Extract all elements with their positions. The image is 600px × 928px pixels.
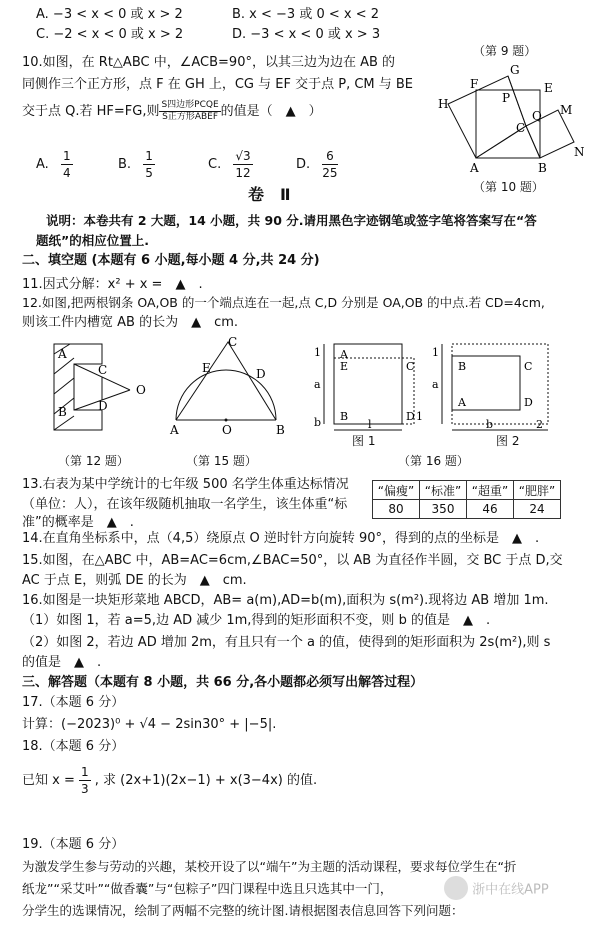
fig16-1-label-e: E <box>340 360 349 373</box>
fig15-triangle-abc <box>176 342 276 420</box>
fig16-2-dim-2: 2 <box>536 418 543 431</box>
q17-body: 计算：(−2023)⁰ + √4 − 2sin30° + |−5|. <box>22 717 277 732</box>
fig15-caption: （第 15 题） <box>186 454 257 468</box>
section3-title: 三、解答题（本题有 8 小题，共 66 分,各小题都必须写出解答过程） <box>22 675 424 690</box>
table-cell: 46 <box>467 500 514 519</box>
fig12-label-b: B <box>58 405 67 419</box>
fig16-1-dim-b: b <box>314 416 322 429</box>
fig10-label-f: F <box>470 77 479 91</box>
q10-option-b-label: B. <box>118 157 132 172</box>
q10-ratio-den: S正方形ABEF <box>162 112 219 122</box>
q12-line2: 则该工件内槽宽 AB 的长为 ▲ cm. <box>22 315 239 330</box>
fig16-1-label-d: D <box>406 410 415 423</box>
q10-option-a-den: 4 <box>62 166 71 180</box>
q18-pre: 已知 x = <box>22 773 75 788</box>
q19-line1: 为激发学生参与劳动的兴趣，某校开设了以“端午”为主题的活动课程，要求每位学生在“折 <box>22 859 517 874</box>
fig15-label-d: D <box>256 367 266 381</box>
fig10-label-p: P <box>502 91 511 105</box>
instructions-line2: 题纸”的相应位置上. <box>36 233 149 248</box>
q10-ratio-num: S四边形PCQE <box>161 100 219 110</box>
q10-option-a <box>36 148 73 181</box>
q10-option-d-den: 25 <box>322 166 338 180</box>
fig15-label-c: C <box>228 335 238 349</box>
fig10-triangle-abc <box>476 126 540 158</box>
q16-line4: 的值是 ▲ . <box>22 655 102 670</box>
fig16-1-label-c: C <box>406 360 415 373</box>
fig16-2-dim-a: a <box>432 378 439 391</box>
watermark-logo-icon <box>444 876 468 900</box>
q18-num: 1 <box>81 765 89 779</box>
fig10-line-cg <box>508 76 526 126</box>
fig16-fig2-label: 图 2 <box>496 434 520 448</box>
fig10-label-c: C <box>516 121 526 135</box>
table-header-cell: “标准” <box>420 481 467 500</box>
fig10-square-ac <box>448 76 526 158</box>
q10-option-b-num: 1 <box>145 149 153 163</box>
fig10-label-b: B <box>538 161 547 175</box>
fig15-label-o: O <box>222 423 232 437</box>
fig10-label-a: A <box>470 161 479 175</box>
table-cell: 24 <box>514 500 561 519</box>
fig16-2-label-a: A <box>458 396 466 409</box>
q14: 14.在直角坐标系中，点（4,5）绕原点 O 逆时针方向旋转 90°，得到的点的坐标是 ▲ . <box>22 531 540 546</box>
watermark <box>444 876 594 906</box>
fig15-label-a: A <box>170 423 179 437</box>
fig16-2-dim-b: b <box>486 418 494 431</box>
fig15-label-b: B <box>276 423 285 437</box>
q13-line2: （单位：人），在该年级随机抽取一名学生，该生体重“标 <box>22 497 348 512</box>
q10-option-a-label: A. <box>36 157 49 172</box>
fig10-label-g: G <box>510 63 520 77</box>
q10-option-c-num: √3 <box>235 149 251 163</box>
q18-fraction <box>79 764 91 797</box>
q15-line2: AC 于点 E，则弧 DE 的长为 ▲ cm. <box>22 573 247 588</box>
fig16-1-dim-1: 1 <box>314 346 321 359</box>
fig16-1-dim-l: l <box>368 418 372 431</box>
q10-option-c <box>208 148 253 181</box>
instructions-line1: 说明：本卷共有 2 大题，14 小题，共 90 分.请用黑色字迹钢笔或签字笔将答案写在“答 <box>46 213 537 228</box>
fig12-label-o: O <box>136 383 146 397</box>
fig16-2-label-b: B <box>458 360 467 373</box>
fig16-diagram-2 <box>430 336 570 436</box>
q19-line3: 分学生的选课情况，绘制了两幅不完整的统计图.请根据图表信息回答下列问题： <box>22 903 464 918</box>
table-header-cell: “超重” <box>467 481 514 500</box>
q18-body <box>22 764 317 797</box>
q10-line2: 同侧作三个正方形，点 F 在 GH 上，CG 与 EF 交于点 P, CM 与 BE <box>22 77 414 92</box>
q10-option-d-label: D. <box>296 157 311 172</box>
q16-line2: （1）如图 1，若 a=5,边 AD 减少 1m,得到的矩形面积不变，则 b 的值是 ▲ . <box>22 613 491 628</box>
section2-title: 二、填空题 (本题有 6 小题,每小题 4 分,共 24 分) <box>22 253 320 268</box>
table-header-row <box>373 481 561 500</box>
fig16-2-dim-1: 1 <box>432 346 439 359</box>
q10-option-c-label: C. <box>208 157 222 172</box>
table-row <box>373 500 561 519</box>
fig15-diagram <box>166 334 296 438</box>
fig16-1-label-a: A <box>340 348 348 361</box>
q10-line3 <box>22 100 322 123</box>
q9-option-c: C. −2 < x < 0 或 x > 2 <box>36 27 184 42</box>
q13-line1: 13.右表为某中学统计的七年级 500 名学生体重达标情况 <box>22 477 349 492</box>
q10-option-a-frac <box>61 148 73 181</box>
table-cell: 350 <box>420 500 467 519</box>
q10-option-d-frac <box>322 148 337 181</box>
q10-option-d-num: 6 <box>322 148 337 165</box>
watermark-text: 浙中在线APP <box>472 882 549 898</box>
q10-line3-pre: 交于点 Q.若 HF=FG,则 <box>22 104 160 119</box>
q16-line3: （2）如图 2，若边 AD 增加 2m，有且只有一个 a 的值，使得到的矩形面积为 2s(m²),则 s <box>22 635 551 650</box>
table-cell: 80 <box>373 500 420 519</box>
q19-title: 19.（本题 6 分） <box>22 837 125 852</box>
q19-line2: 纸龙”“采艾叶”“做香囊”与“包粽子”四门课程中选且只选其中一门， <box>22 881 393 896</box>
q10-option-b-den: 5 <box>145 166 153 180</box>
q10-option-d <box>296 148 338 181</box>
fig9-caption: （第 9 题） <box>473 44 537 58</box>
q10-option-b <box>118 148 155 181</box>
q10-option-c-den: 12 <box>235 166 251 180</box>
fig10-label-e: E <box>544 81 553 95</box>
q9-option-b: B. x < −3 或 0 < x < 2 <box>232 7 380 22</box>
q10-option-c-frac <box>233 148 252 181</box>
fig10-label-m: M <box>560 103 573 117</box>
fig10-label-n: N <box>574 145 585 159</box>
fig10-label-q: Q <box>532 109 542 123</box>
fig16-caption: （第 16 题） <box>398 454 469 468</box>
fig12-caption: （第 12 题） <box>58 454 129 468</box>
fig16-2-label-d: D <box>524 396 533 409</box>
q11: 11.因式分解：x² + x = ▲ . <box>22 277 203 292</box>
fig16-2-label-c: C <box>524 360 533 373</box>
fig16-1-dim-1b: 1 <box>416 410 423 423</box>
q10-line1: 10.如图，在 Rt△ABC 中，∠ACB=90°，以其三边为边在 AB 的 <box>22 55 396 70</box>
q10-option-b-frac <box>143 148 155 181</box>
q17-title: 17.（本题 6 分） <box>22 695 125 710</box>
fig10-label-h: H <box>438 97 449 111</box>
q18-den: 3 <box>81 782 89 796</box>
q18-post: , 求 (2x+1)(2x−1) + x(3−4x) 的值. <box>94 773 318 788</box>
q9-option-a: A. −3 < x < 0 或 x > 2 <box>36 7 183 22</box>
fig15-center-point <box>225 419 228 422</box>
fig12-diagram <box>40 334 160 434</box>
fig16-fig1-label: 图 1 <box>352 434 376 448</box>
fig10-diagram <box>430 60 590 180</box>
q10-area-ratio <box>159 100 220 123</box>
q12-line1: 12.如图,把两根钢条 OA,OB 的一个端点连在一起,点 C,D 分别是 OA,OB 的中点.若 CD=4cm, <box>22 295 545 310</box>
q10-option-a-num: 1 <box>62 149 71 163</box>
q9-option-d: D. −3 < x < 0 或 x > 3 <box>232 27 381 42</box>
q13-line3: 准”的概率是 ▲ . <box>22 515 134 530</box>
q15-line1: 15.如图，在△ABC 中，AB=AC=6cm,∠BAC=50°，以 AB 为直径作半圆，交 BC 于点 D,交 <box>22 553 563 568</box>
fig10-caption: （第 10 题） <box>473 180 544 194</box>
fig16-1-label-b: B <box>340 410 349 423</box>
table-header-cell: “肥胖” <box>514 481 561 500</box>
q18-title: 18.（本题 6 分） <box>22 739 125 754</box>
fig16-1-dim-a: a <box>314 378 321 391</box>
fig16-diagram-1 <box>312 336 432 436</box>
table-header-cell: “偏瘦” <box>373 481 420 500</box>
q16-line1: 16.如图是一块矩形菜地 ABCD，AB= a(m),AD=b(m),面积为 s(m²).现将边 AB 增加 1m. <box>22 593 549 608</box>
fig12-label-d: D <box>98 399 108 413</box>
fig12-label-c: C <box>98 363 108 377</box>
q13-weight-table <box>372 480 561 519</box>
volume-2-title: 卷 Ⅱ <box>248 185 291 204</box>
fig12-label-a: A <box>58 347 67 361</box>
fig15-label-e: E <box>202 361 211 375</box>
q10-line3-post: 的值是（ ▲ ） <box>220 104 322 119</box>
